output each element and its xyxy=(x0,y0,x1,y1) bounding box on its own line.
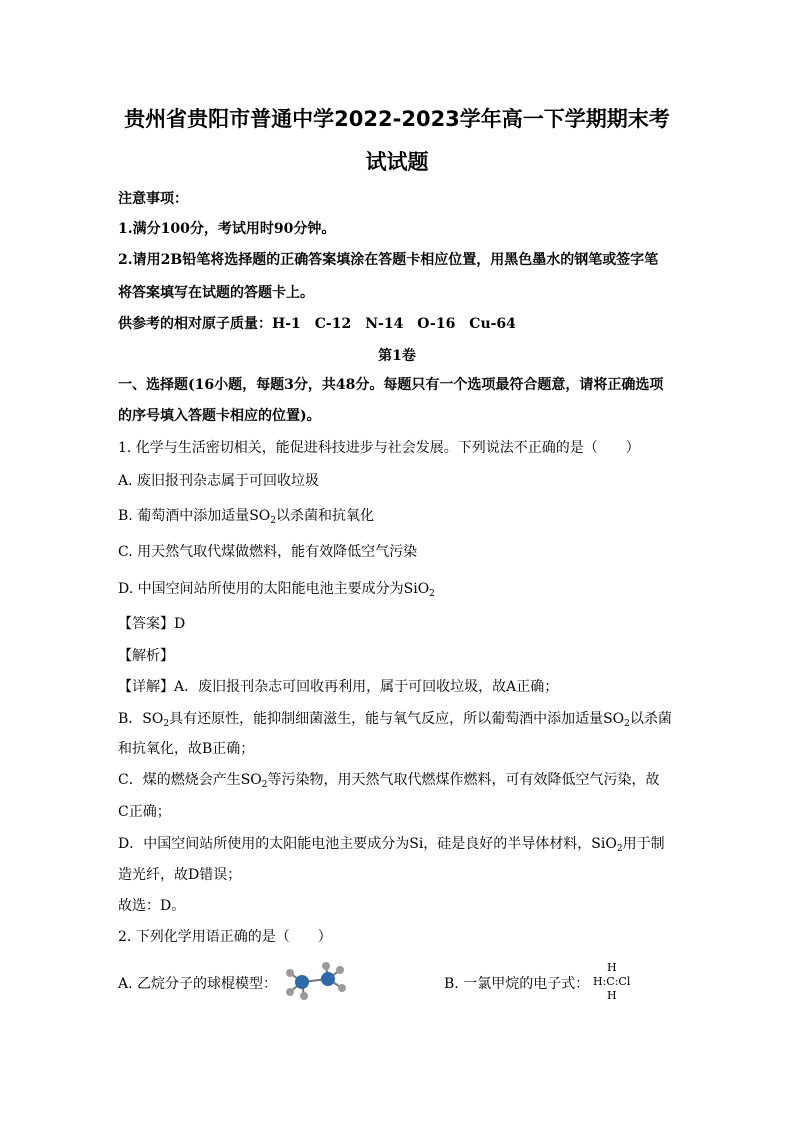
q1-option-c: C. 用天然气取代煤做燃料，能有效降低空气污染 xyxy=(118,544,418,560)
note-2b: 将答案填写在试题的答题卡上。 xyxy=(118,285,314,301)
volume-label: 第1卷 xyxy=(378,348,416,364)
q1-option-a: A. 废旧报刊杂志属于可回收垃圾 xyxy=(118,473,320,489)
q1-choice: 故选：D。 xyxy=(118,898,186,914)
q1-analysis-label: 【解析】 xyxy=(118,648,174,664)
section1-instructions-b: 的序号填入答题卡相应的位置)。 xyxy=(118,408,321,424)
q1-stem: 1. 化学与生活密切相关，能促进科技进步与社会发展。下列说法不正确的是（ ） xyxy=(118,440,640,456)
notes-heading: 注意事项： xyxy=(118,191,188,207)
q1-detail-c1: C．煤的燃烧会产生$SO_2$等污染物，用天然气取代燃煤作燃料，可有效降低空气污染，故 xyxy=(118,772,660,790)
section1-instructions-a: 一、选择题(16小题，每题3分，共48分。每题只有一个选项最符合题意，请将正确选项 xyxy=(118,377,664,393)
q1-detail-c2: C正确； xyxy=(118,804,171,820)
atomic-mass-reference: 供参考的相对原子质量：H-1 C-12 N-14 O-16 Cu-64 xyxy=(118,316,516,332)
electron-formula-top-h: H xyxy=(607,961,617,974)
q1-answer: 【答案】D xyxy=(118,616,186,632)
note-1: 1.满分100分，考试用时90分钟。 xyxy=(118,221,336,237)
q1-option-d: D. 中国空间站所使用的太阳能电池主要成分为SiO$_2$ xyxy=(118,581,435,599)
q1-detail-b1: B．$SO_2$具有还原性，能抑制细菌滋生，能与氧气反应，所以葡萄酒中添加适量$SO_2$以杀菌 xyxy=(118,711,672,729)
electron-formula-middle: H:C:Cl xyxy=(593,975,631,988)
ethane-ball-stick-model xyxy=(282,961,350,1001)
q1-detail-b2: 和抗氧化，故B正确； xyxy=(118,741,255,757)
electron-formula-bottom-h: H xyxy=(607,989,617,1002)
q2-stem: 2. 下列化学用语正确的是（ ） xyxy=(118,929,332,945)
exam-title-line2: 试试题 xyxy=(365,150,429,174)
q2-option-b: B. 一氯甲烷的电子式： xyxy=(444,976,590,992)
exam-title-line1: 贵州省贵阳市普通中学2022-2023学年高一下学期期末考 xyxy=(124,107,670,131)
q1-detail-a: 【详解】A．废旧报刊杂志可回收再利用，属于可回收垃圾，故A正确； xyxy=(118,679,559,695)
q1-detail-d1: D．中国空间站所使用的太阳能电池主要成分为Si，硅是良好的半导体材料，SiO$_2$用于制 xyxy=(118,836,665,854)
note-2a: 2.请用2B铅笔将选择题的正确答案填涂在答题卡相应位置，用黑色墨水的钢笔或签字笔 xyxy=(118,252,659,268)
q2-option-a: A. 乙烷分子的球棍模型： xyxy=(118,976,278,992)
q1-option-b: B. 葡萄酒中添加适量$SO_2$以杀菌和抗氧化 xyxy=(118,508,374,526)
q1-detail-d2: 造光纤，故D错误； xyxy=(118,867,242,883)
